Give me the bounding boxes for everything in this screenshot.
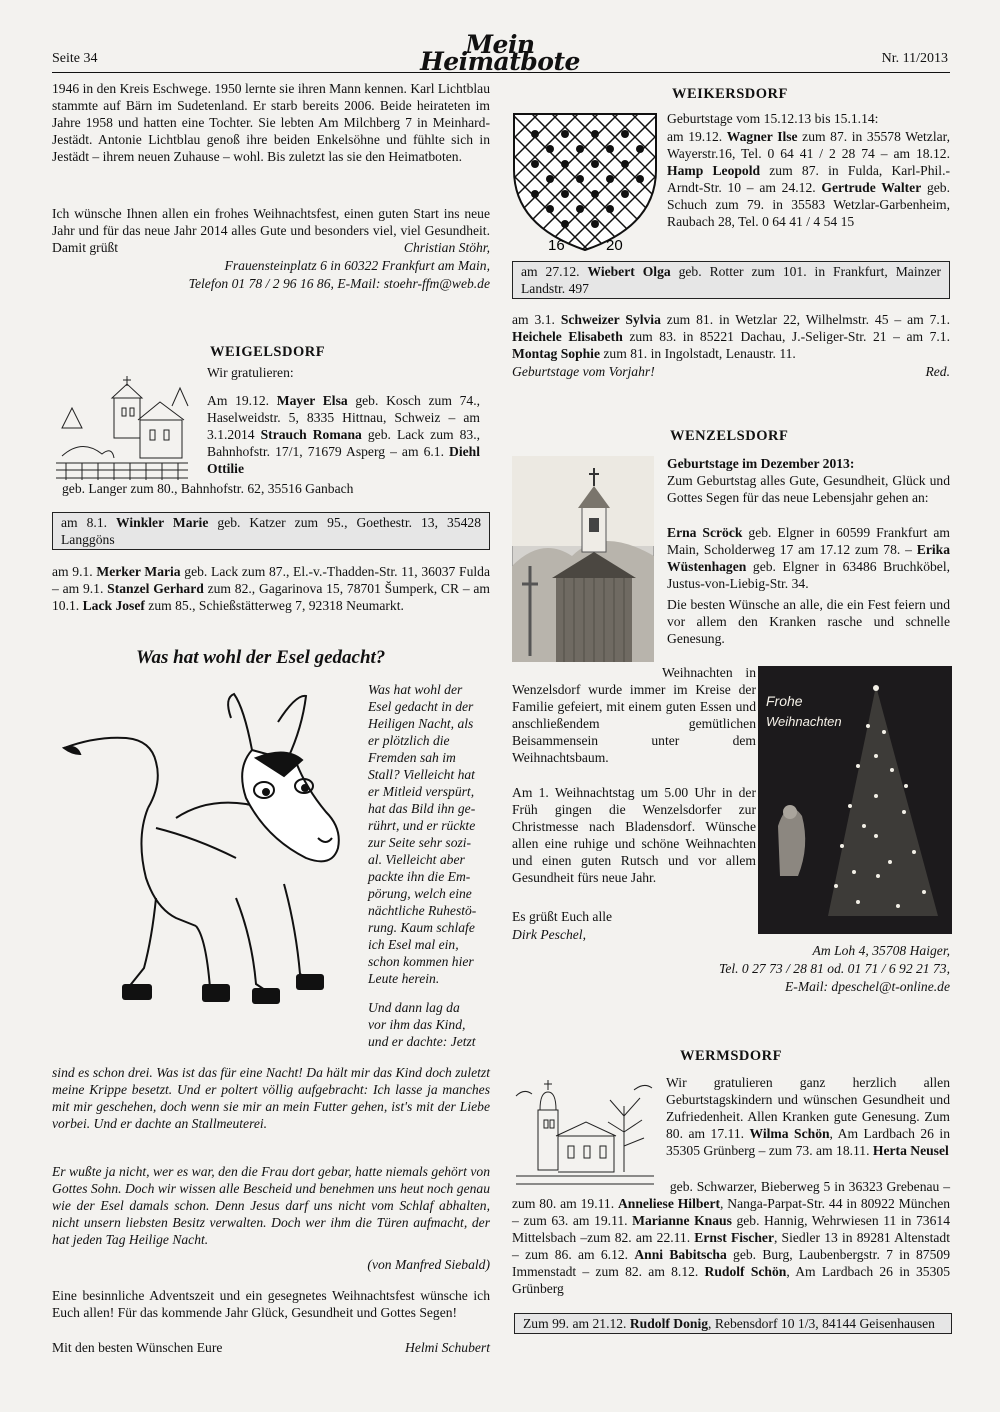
entry-text: zum 87. in Fulda, Karl-Phil.-Arndt-Str. 10 – am 24.12. xyxy=(667,163,950,195)
image-caption-line1: Frohe xyxy=(766,693,803,709)
entry-text: geb. Katzer zum 95., Goethestr. 13, 35428 Langgöns xyxy=(61,515,481,547)
weigelsdorf-entries xyxy=(207,392,480,477)
entry-text: zum 87. in 35578 Wetzlar, Wayerstr.16, Tel. 0 64 41 / 2 28 74 – am 18.12. xyxy=(667,129,951,161)
wenzelsdorf-story: Weihnachten in Wenzelsdorf wurde immer im Kreise der Familie gefeiert, mit einem guten Essen und anschließendem gemütlichen Beisammensein unter dem Weihnachtsbaum. xyxy=(512,665,756,765)
entry-date: am 9.1. xyxy=(52,564,97,579)
celebrant-name: Anni Babitscha xyxy=(634,1247,727,1262)
christmas-tree-image xyxy=(758,666,952,934)
entry-text: Wir gratulieren ganz herzlich allen Geburtstagskindern und wünschen Gesundheit und Zufriedenheit. Allen Kranken gute Genesung. Zum 80. am 17.11. xyxy=(666,1075,950,1141)
entry-date: am 19.12. xyxy=(667,129,727,144)
entry-text: geb. Schuch zum 79. in 35583 Wetzlar-Garbenheim, Raubach 28, Tel. 0 64 41 / 4 54 15 xyxy=(667,180,950,229)
celebrant-name: Wagner Ilse xyxy=(726,129,798,144)
entry-text: geb. Lack zum 87., El.-v.-Thadden-Str. 11, 36037 Fulda – am 9.1. xyxy=(52,564,491,596)
celebrant-name: Erika Wüstenhagen xyxy=(667,542,950,574)
entry-text: , Rebensdorf 10 1/3, 84144 Geisenhausen xyxy=(708,1316,935,1331)
entry-text: geb. Kosch zum 74., Haselweidstr. 5, 8335 Hittnau, Schweiz – am 3.1.2014 xyxy=(207,393,481,442)
celebrant-name: Merker Maria xyxy=(96,564,181,579)
entry-text: geb. Elgner in 60599 Frankfurt am Main, Scholderweg 17 am 17.12 zum 78. – xyxy=(667,525,950,557)
celebrant-name: Heichele Elisabeth xyxy=(512,329,623,344)
poem-line: rührt, und er rückte xyxy=(368,818,476,833)
celebrant-name: Gertrude Walter xyxy=(821,180,922,195)
celebrant-name: Rudolf Donig xyxy=(629,1316,709,1331)
weikersdorf-entries xyxy=(667,128,950,230)
entry-date: am 27.12. xyxy=(521,264,588,279)
crest-year-right: 20 xyxy=(606,237,623,254)
section-title-wenzelsdorf: WENZELSDORF xyxy=(670,428,789,444)
intro-paragraph: 1946 in den Kreis Eschwege. 1950 lernte sie ihren Mann kennen. Karl Lichtblau stammte auf Bärn im Sudetenland. Er starb bereits 2006. Beide heirateten im Jahre 1958 und hatten eine Tochter. Sie lebten Am Milchberg 7 in Meinhard-Jestädt. Antonie Lichtblau genoß ihre beiden Enkelsöhne und fühlte sich in Jestädt – ihrem neuen Zuhause – wohl. Bis zuletzt las sie den Heimatboten. xyxy=(52,81,490,164)
church-illustration-weigelsdorf xyxy=(52,368,190,488)
poem-line: hat das Bild ihn ge- xyxy=(368,801,476,816)
wenzelsdorf-subtitle: Geburtstage im Dezember 2013: xyxy=(667,456,855,471)
poem-line: al. Vielleicht aber xyxy=(368,852,465,867)
page-number: Seite 34 xyxy=(52,51,98,66)
entry-text: zum 81. in Ingolstadt, Lenaustr. 11. xyxy=(600,346,796,361)
entry-text: zum 81. in Wetzlar 22, Wilhelmstr. 45 – am 7.1. xyxy=(660,312,951,327)
celebrant-name: Wiebert Olga xyxy=(587,264,671,279)
celebrant-name: Anneliese Hilbert xyxy=(617,1196,721,1211)
weigelsdorf-subtitle: Wir gratulieren: xyxy=(207,365,294,380)
celebrant-name: Ernst Fischer xyxy=(694,1230,774,1245)
entry-date: Zum 99. am 21.12. xyxy=(523,1316,630,1331)
wermsdorf-entries xyxy=(512,1178,950,1297)
wenzelsdorf-signature: Dirk Peschel, xyxy=(512,927,586,942)
highlight-box-wiebert xyxy=(512,261,950,299)
celebrant-name: Stanzel Gerhard xyxy=(107,581,204,596)
celebrant-name: Erna Scröck xyxy=(667,525,743,540)
editor-mark: Red. xyxy=(925,364,950,379)
celebrant-name: Marianne Knaus xyxy=(632,1213,732,1228)
poem-line: Heiligen Nacht, als xyxy=(368,716,474,731)
poem-line: vor ihm das Kind, xyxy=(368,1017,466,1032)
wenzelsdorf-greeting: Es grüßt Euch alle xyxy=(512,909,613,924)
entry-text: geb. Rotter zum 101. in Frankfurt, Mainzer Landstr. 497 xyxy=(521,264,942,296)
highlight-box-winkler xyxy=(52,512,490,550)
entry-text: , Am Lardbach 26 in 35305 Grünberg xyxy=(512,1264,950,1296)
author-address: Frauensteinplatz 6 in 60322 Frankfurt am Main, xyxy=(224,258,490,273)
wenzelsdorf-intro: Zum Geburtstag alles Gute, Gesundheit, Glück und Gottes Segen für das neue Lebensjahr gehen an: xyxy=(667,473,950,505)
entry-text: zum 83. in 85221 Dachau, J.-Seliger-Str. 21 – am 7.1. xyxy=(622,329,950,344)
wermsdorf-intro-entries xyxy=(666,1074,950,1159)
masthead-title: Mein Heimatbote xyxy=(420,30,580,76)
poem-line: zur Seite sehr sozi- xyxy=(368,835,472,850)
header-rule xyxy=(52,72,950,73)
poem-line: Was hat wohl der xyxy=(368,682,463,697)
weigelsdorf-entry-tail: geb. Langer zum 80., Bahnhofstr. 62, 35516 Ganbach xyxy=(62,481,354,496)
weikersdorf-more-entries xyxy=(512,311,950,362)
entry-text: geb. Schwarzer, Bieberweg 5 in 36323 Grebenau – zum 80. am 19.11. xyxy=(512,1179,950,1211)
closing-signature: Helmi Schubert xyxy=(405,1340,490,1355)
church-illustration-wermsdorf xyxy=(514,1076,656,1194)
weikersdorf-footnote: Geburtstage vom Vorjahr! xyxy=(512,364,655,379)
entry-text: geb. Elgner in 63486 Bruchköbel, Justus-von-Liebig-Str. 34. xyxy=(667,559,950,591)
donkey-article-title: Was hat wohl der Esel gedacht? xyxy=(136,647,386,668)
crest-year-left: 16 xyxy=(548,237,565,254)
entry-text: geb. Hannig, Wehrwiesen 11 in 73614 Mittelsbach –zum 82. am 22.11. xyxy=(512,1213,950,1245)
poem-line: schon kommen hier xyxy=(368,954,474,969)
section-title-wermsdorf: WERMSDORF xyxy=(680,1048,782,1064)
donkey-poem-paragraph-2: Er wußte ja nicht, wer es war, den die Frau dort gebar, hatte niemals gehört von Gottes Sohn. Doch wir wissen alle Bescheid und benehmen uns heut noch genau wie der Esel damals schon. Denn Jesus darf uns nicht vom Schlaf abhalten, nicht unsern liebsten Besitz verwalten. Doch wer ihm die Türen aufmacht, der hat jeden Tag Heilige Nacht. xyxy=(52,1164,490,1247)
image-caption-line2: Weihnachten xyxy=(766,714,842,729)
donkey-poem-continuation: sind es schon drei. Was ist das für eine Nacht! Da hält mir das Kind doch zuletzt meine Krippe besetzt. Und er poltert völlig aufgebracht: Ich lasse ja manches mit mir geschehen, doch wenn sie mir an mein Futter gehen, ist's mit der Liebe vorbei. Und er dachte an Stallmeuterei. xyxy=(52,1065,490,1131)
celebrant-name: Montag Sophie xyxy=(512,346,600,361)
poem-line: er Mitleid verspürt, xyxy=(368,784,475,799)
donkey-illustration xyxy=(56,688,361,1018)
weigelsdorf-more-entries xyxy=(52,563,490,614)
poem-line: Stall? Vielleicht hat xyxy=(368,767,475,782)
poem-line: Esel gedacht in der xyxy=(368,699,474,714)
entry-text: zum 85., Schießstätterweg 7, 92318 Neumarkt. xyxy=(144,598,404,613)
celebrant-name: Wilma Schön xyxy=(749,1126,830,1141)
author-contact: Telefon 01 78 / 2 96 16 86, E-Mail: stoehr-ffm@web.de xyxy=(188,276,490,291)
issue-number: Nr. 11/2013 xyxy=(881,51,948,66)
poem-line: pörung, welch eine xyxy=(368,886,472,901)
section-title-weigelsdorf: WEIGELSDORF xyxy=(210,344,326,360)
entry-date: Am 19.12. xyxy=(207,393,277,408)
poem-line: rung. Kaum schlafe xyxy=(368,920,475,935)
poem-line: packte ihn die Em- xyxy=(368,869,471,884)
poem-line: nächtliche Ruhestö- xyxy=(368,903,477,918)
highlight-box-donig xyxy=(514,1313,952,1334)
celebrant-name: Strauch Romana xyxy=(260,427,362,442)
poem-line: ich Esel mal ein, xyxy=(368,937,459,952)
poem-line: und er dachte: Jetzt xyxy=(368,1034,476,1049)
wenzelsdorf-address: Am Loh 4, 35708 Haiger, xyxy=(812,943,950,958)
celebrant-name: Winkler Marie xyxy=(116,515,209,530)
wenzelsdorf-email: E-Mail: dpeschel@t-online.de xyxy=(784,979,950,994)
closing-wish: Eine besinnliche Adventszeit und ein gesegnetes Weihnachtsfest wünsche ich Euch allen! Für das kommende Jahr Glück, Gesundheit und Gottes Segen! xyxy=(52,1288,490,1320)
celebrant-name: Diehl Ottilie xyxy=(207,444,480,476)
celebrant-name: Hamp Leopold xyxy=(667,163,761,178)
wenzelsdorf-mass: Am 1. Weihnachtstag um 5.00 Uhr in der Früh gingen die Wenzelsdorfer zur Christmesse nach Bladensdorf. Wünsche allen eine ruhige und schöne Weihnachten und einen guten Rutsch und vor allem Gesundheit fürs neue Jahr. xyxy=(512,785,756,885)
poem-line: er plötzlich die xyxy=(368,733,450,748)
poem-line: Fremden sah im xyxy=(368,750,456,765)
poem-credit: (von Manfred Siebald) xyxy=(367,1257,490,1272)
crest-weikersdorf xyxy=(512,110,658,258)
entry-text: geb. Burg, Laubenbergstr. 7 in 87509 Immenstadt – zum 82. am 8.12. xyxy=(512,1247,950,1279)
entry-date: am 3.1. xyxy=(512,312,561,327)
poem-line: Leute herein. xyxy=(368,971,440,986)
donkey-poem-column xyxy=(368,681,490,1050)
wenzelsdorf-entries xyxy=(667,524,950,592)
section-title-weikersdorf: WEIKERSDORF xyxy=(672,86,788,102)
entry-text: geb. Lack zum 83., Bahnhofstr. 17/1, 71679 Asperg – am 6.1. xyxy=(207,427,480,459)
closing-regards: Mit den besten Wünschen Eure xyxy=(52,1340,223,1355)
wenzelsdorf-wishes: Die besten Wünsche an alle, die ein Fest feiern und vor allem den Kranken rasche und schnelle Genesung. xyxy=(667,597,950,646)
celebrant-name: Schweizer Sylvia xyxy=(560,312,661,327)
entry-text: zum 82., Gagarinova 15, 78701 Šumperk, CR – am 10.1. xyxy=(52,581,491,613)
entry-text: , Am Lardbach 26 in 35305 Grünberg – zum 73. am 18.11. xyxy=(666,1126,950,1158)
wenzelsdorf-phone: Tel. 0 27 73 / 28 81 od. 01 71 / 6 92 21 73, xyxy=(719,961,950,976)
entry-text: , Nanga-Parpat-Str. 44 in 80922 München – zum 63. am 19.11. xyxy=(512,1196,951,1228)
celebrant-name: Herta Neusel xyxy=(872,1143,949,1158)
weikersdorf-heading: Geburtstage vom 15.12.13 bis 15.1.14: xyxy=(667,111,879,126)
celebrant-name: Mayer Elsa xyxy=(276,393,348,408)
entry-date: am 8.1. xyxy=(61,515,117,530)
chapel-photo xyxy=(512,456,654,662)
poem-line: Und dann lag da xyxy=(368,1000,460,1015)
entry-text: , Siedler 13 in 89281 Altenstadt – zum 86. am 6.12. xyxy=(512,1230,950,1262)
christmas-wish-paragraph: Ich wünsche Ihnen allen ein frohes Weihnachtsfest, einen guten Start ins neue Jahr und für das neue Jahr 2014 alles Gute und besonders viel, viel Gesundheit. Damit grüßt xyxy=(52,206,490,255)
author-name: Christian Stöhr, xyxy=(403,240,490,255)
celebrant-name: Rudolf Schön xyxy=(704,1264,787,1279)
celebrant-name: Lack Josef xyxy=(82,598,145,613)
